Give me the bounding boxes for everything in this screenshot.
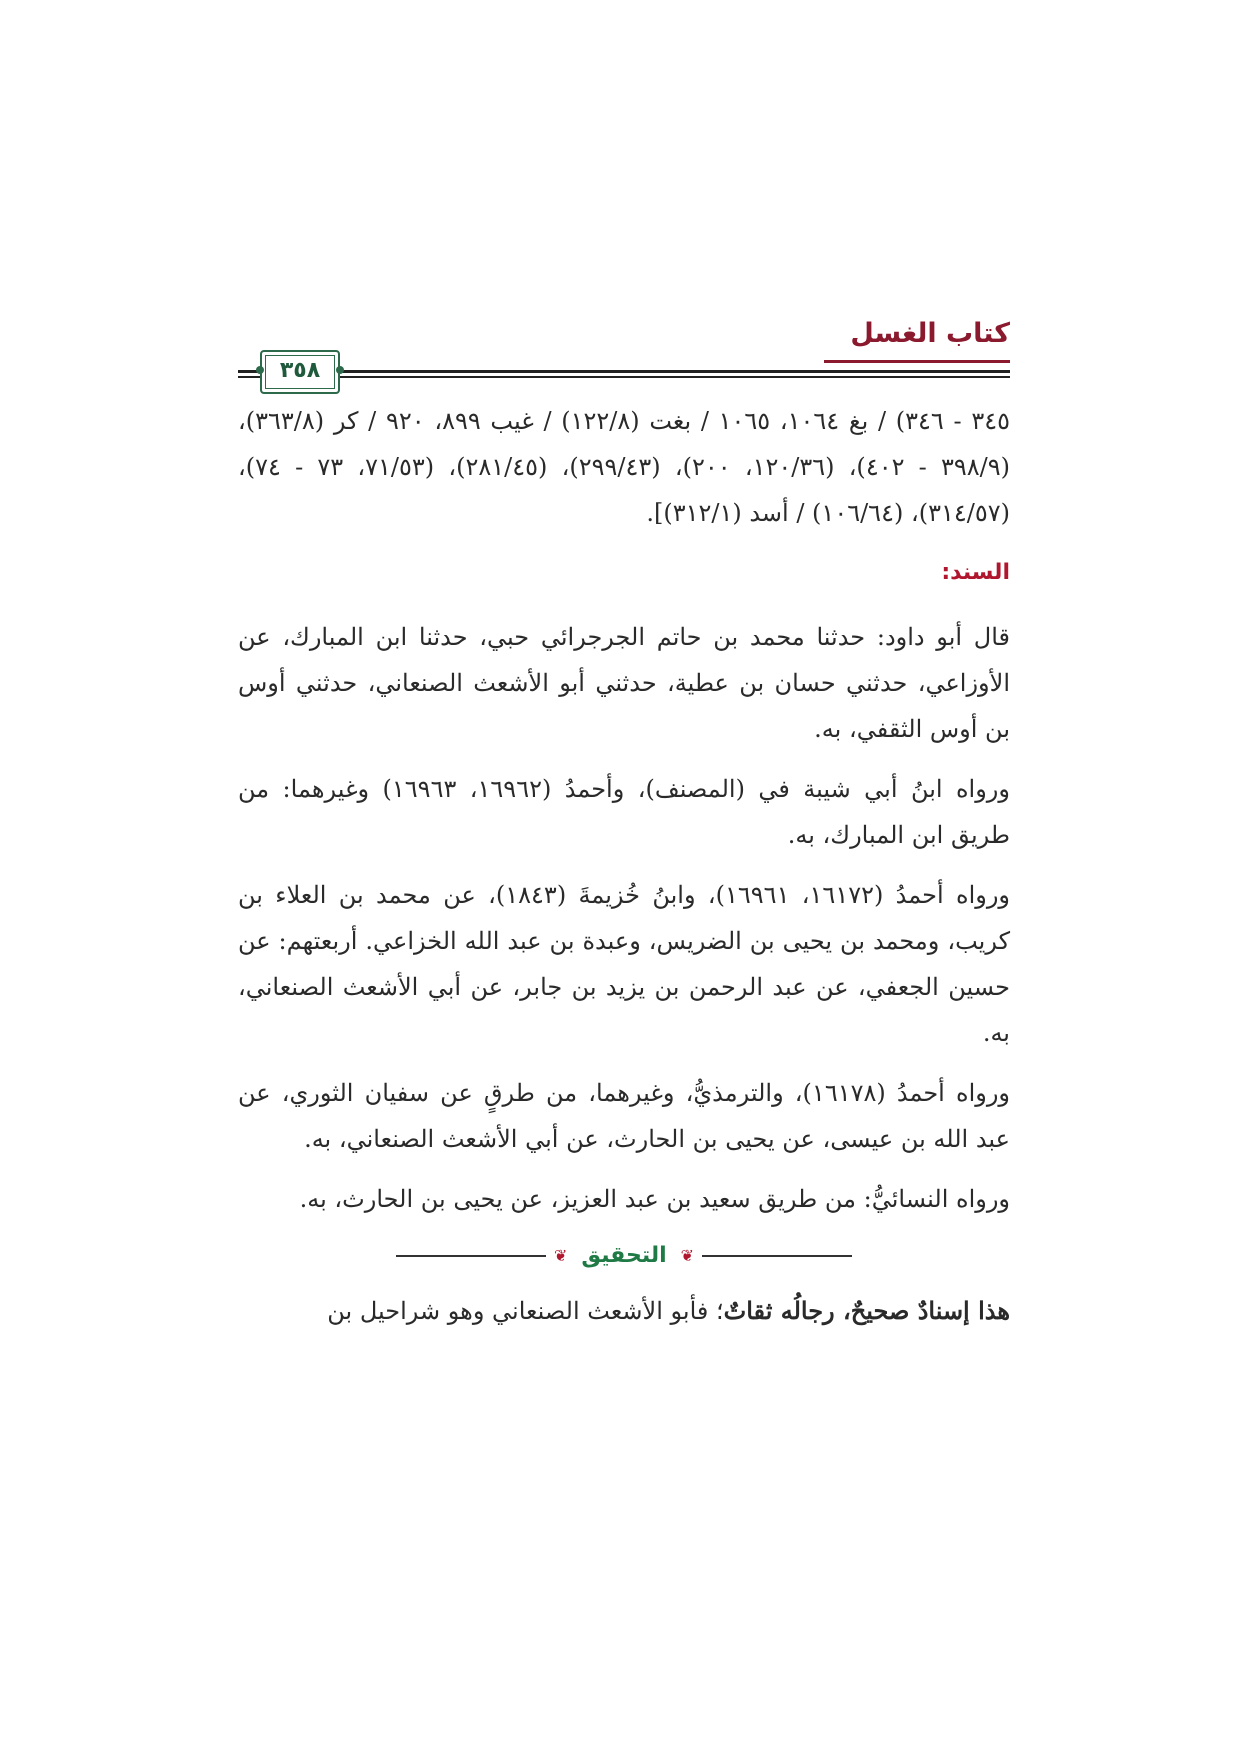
tahqiq-paragraph xyxy=(238,1288,1010,1334)
divider-line-right xyxy=(702,1255,852,1257)
divider-line-left xyxy=(396,1255,546,1257)
sanad-paragraph-2: ورواه ابنُ أبي شيبة في (المصنف)، وأحمدُ (١٦٩٦٢، ١٦٩٦٣) وغيرهما: من طريق ابن المبارك، به. xyxy=(238,775,1010,849)
sanad-paragraph-4: ورواه أحمدُ (١٦١٧٨)، والترمذيُّ، وغيرهما، من طرقٍ عن سفيان الثوري، عن عبد الله بن عيسى، عن يحيى بن الحارث، عن أبي الأشعث الصنعاني، به. xyxy=(238,1079,1011,1153)
tahqiq-text: ؛ فأبو الأشعث الصنعاني وهو شراحيل بن xyxy=(327,1297,724,1325)
header-rule-thick xyxy=(238,370,1010,373)
sanad-paragraph-1: قال أبو داود: حدثنا محمد بن حاتم الجرجرائي حبي، حدثنا ابن المبارك، عن الأوزاعي، حدثني حسان بن عطية، حدثني أبو الأشعث الصنعاني، حدثني أوس بن أوس الثقفي، به. xyxy=(238,623,1010,743)
ornament-icon: ❦ xyxy=(680,1246,695,1265)
tahqiq-verdict: هذا إسنادٌ صحيحٌ، رجالُه ثقاتٌ xyxy=(723,1296,1010,1325)
page-header xyxy=(238,318,1010,390)
sanad-paragraph-5: ورواه النسائيُّ: من طريق سعيد بن عبد العزيز، عن يحيى بن الحارث، به. xyxy=(299,1185,1010,1213)
tahqiq-divider xyxy=(238,1236,1010,1276)
ornament-icon: ❦ xyxy=(553,1246,568,1265)
page-body xyxy=(238,398,1010,1348)
page-number-badge: ٣٥٨ xyxy=(260,350,340,394)
sanad-paragraph-3: ورواه أحمدُ (١٦١٧٢، ١٦٩٦١)، وابنُ خُزيمةَ (١٨٤٣)، عن محمد بن العلاء بن كريب، ومحمد بن يحيى بن الضريس، وعبدة بن عبد الله الخزاعي. أربعتهم: عن حسين الجعفي، عن عبد الرحمن بن يزيد بن جابر، عن أبي الأشعث الصنعاني، به. xyxy=(238,881,1010,1047)
chapter-title: كتاب الغسل xyxy=(850,318,1010,349)
header-rule-thin xyxy=(238,376,1010,378)
title-underline xyxy=(824,360,1010,363)
references-continuation: ٣٤٥ - ٣٤٦) / بغ ١٠٦٤، ١٠٦٥ / بغت (١٢٢/٨) / غيب ٨٩٩، ٩٢٠ / كر (٣٦٣/٨)، (٣٩٨/٩ - ٤٠٢)، (١٢٠/٣٦، ٢٠٠)، (٢٩٩/٤٣)، (٢٨١/٤٥)، (٧١/٥٣، ٧٣ - ٧٤)، (٣١٤/٥٧)، (١٠٦/٦٤) / أسد (٣١٢/١)]. xyxy=(238,407,1011,527)
sanad-heading: السند: xyxy=(941,560,1010,585)
tahqiq-heading: التحقيق xyxy=(581,1243,667,1268)
header-double-rule xyxy=(238,370,1010,378)
